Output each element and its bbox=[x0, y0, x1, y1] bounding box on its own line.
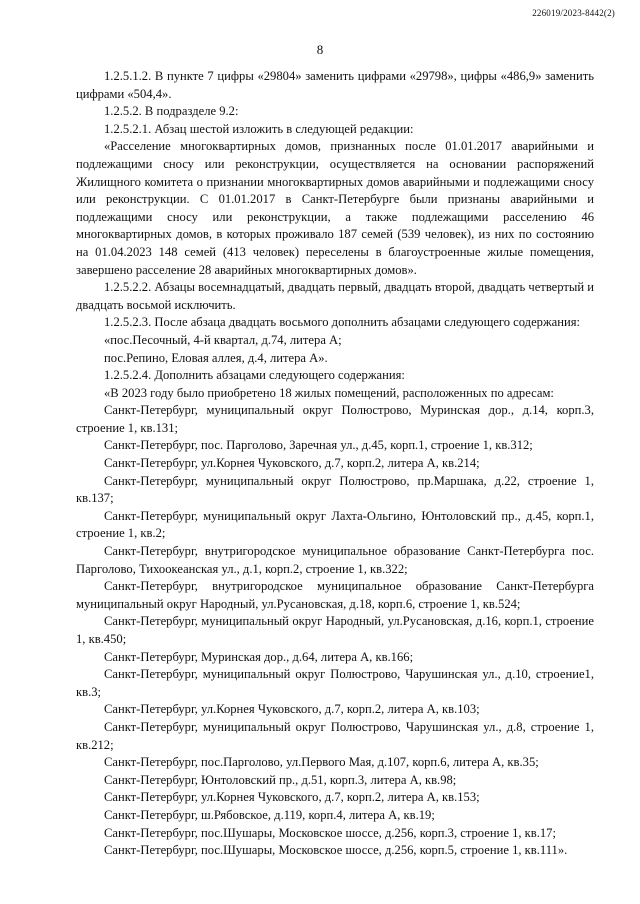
paragraph: пос.Репино, Еловая аллея, д.4, литера А». bbox=[104, 350, 328, 365]
address-item: Санкт-Петербург, пос.Парголово, ул.Первого Мая, д.107, корп.6, литера А, кв.35; bbox=[104, 755, 539, 770]
address-item: Санкт-Петербург, муниципальный округ Полюстрово, Чарушинская ул., д.10, строение1, кв.3; bbox=[76, 667, 594, 699]
document-body bbox=[76, 68, 594, 860]
address-item: Санкт-Петербург, пос.Шушары, Московское шоссе, д.256, корп.3, строение 1, кв.17; bbox=[104, 825, 556, 840]
address-item: Санкт-Петербург, пос.Шушары, Московское шоссе, д.256, корп.5, строение 1, кв.111». bbox=[104, 843, 568, 858]
paragraph: 1.2.5.2. В подразделе 9.2: bbox=[104, 104, 239, 119]
paragraph: 1.2.5.2.3. После абзаца двадцать восьмого дополнить абзацами следующего содержания: bbox=[104, 315, 581, 330]
paragraph: 1.2.5.2.4. Дополнить абзацами следующего содержания: bbox=[104, 368, 405, 383]
paragraph: «Расселение многоквартирных домов, признанных после 01.01.2017 аварийными и подлежащими сносу или реконструкции, осуществляется на основании распоряжений Жилищного комитета о признании многоквартирных домов аварийными и подлежащими сносу или реконструкции. С 01.01.2017 в Санкт-Петербурге были признаны аварийными и подлежащими сносу или реконструкции, а также подлежащими расселению 46 многоквартирных домов, в которых проживало 187 семей (539 человек), из них по состоянию на 01.04.2023 148 семей (413 человек) переселены в благоустроенные жилые помещения, завершено расселение 28 аварийных многоквартирных домов». bbox=[76, 139, 594, 277]
address-item: Санкт-Петербург, муниципальный округ Полюстрово, Муринская дор., д.14, корп.3, строение 1, кв.131; bbox=[76, 403, 594, 435]
address-item: Санкт-Петербург, Муринская дор., д.64, литера А, кв.166; bbox=[104, 649, 414, 664]
address-item: Санкт-Петербург, ул.Корнея Чуковского, д.7, корп.2, литера А, кв.153; bbox=[104, 790, 480, 805]
paragraph: 1.2.5.1.2. В пункте 7 цифры «29804» заменить цифрами «29798», цифры «486,9» заменить цифрами «504,4». bbox=[76, 69, 594, 101]
address-item: Санкт-Петербург, муниципальный округ Народный, ул.Русановская, д.16, корп.1, строение 1, кв.450; bbox=[76, 614, 594, 646]
address-item: Санкт-Петербург, внутригородское муниципальное образование Санкт-Петербурга пос. Парголово, Тихоокеанская ул., д.1, корп.2, строение 1, кв.322; bbox=[76, 544, 594, 576]
address-item: Санкт-Петербург, Юнтоловский пр., д.51, корп.3, литера А, кв.98; bbox=[104, 772, 457, 787]
address-item: Санкт-Петербург, ул.Корнея Чуковского, д.7, корп.2, литера А, кв.103; bbox=[104, 702, 480, 717]
paragraph: «В 2023 году было приобретено 18 жилых помещений, расположенных по адресам: bbox=[104, 385, 554, 400]
address-item: Санкт-Петербург, ш.Рябовское, д.119, корп.4, литера А, кв.19; bbox=[104, 807, 435, 822]
address-item: Санкт-Петербург, муниципальный округ Полюстрово, Чарушинская ул., д.8, строение 1, кв.212; bbox=[76, 719, 594, 752]
address-item: Санкт-Петербург, ул.Корнея Чуковского, д.7, корп.2, литера А, кв.214; bbox=[104, 456, 480, 471]
address-item: Санкт-Петербург, внутригородское муниципальное образование Санкт-Петербурга муниципальный округ Народный, ул.Русановская, д.18, корп.6, строение 1, кв.524; bbox=[76, 579, 594, 611]
paragraph: 1.2.5.2.1. Абзац шестой изложить в следующей редакции: bbox=[104, 121, 414, 136]
paragraph: 1.2.5.2.2. Абзацы восемнадцатый, двадцать первый, двадцать второй, двадцать четвертый и двадцать восьмой исключить. bbox=[76, 280, 594, 312]
document-number: 226019/2023-8442(2) bbox=[532, 8, 615, 18]
page-number: 8 bbox=[316, 42, 324, 57]
paragraph: «пос.Песочный, 4-й квартал, д.74, литера А; bbox=[104, 332, 342, 347]
address-item: Санкт-Петербург, пос. Парголово, Заречная ул., д.45, корп.1, строение 1, кв.312; bbox=[104, 438, 533, 453]
address-item: Санкт-Петербург, муниципальный округ Лахта-Ольгино, Юнтоловский пр., д.45, корп.1, строение 1, кв.2; bbox=[76, 508, 594, 541]
address-item: Санкт-Петербург, муниципальный округ Полюстрово, пр.Маршака, д.22, строение 1, кв.137; bbox=[76, 473, 594, 506]
